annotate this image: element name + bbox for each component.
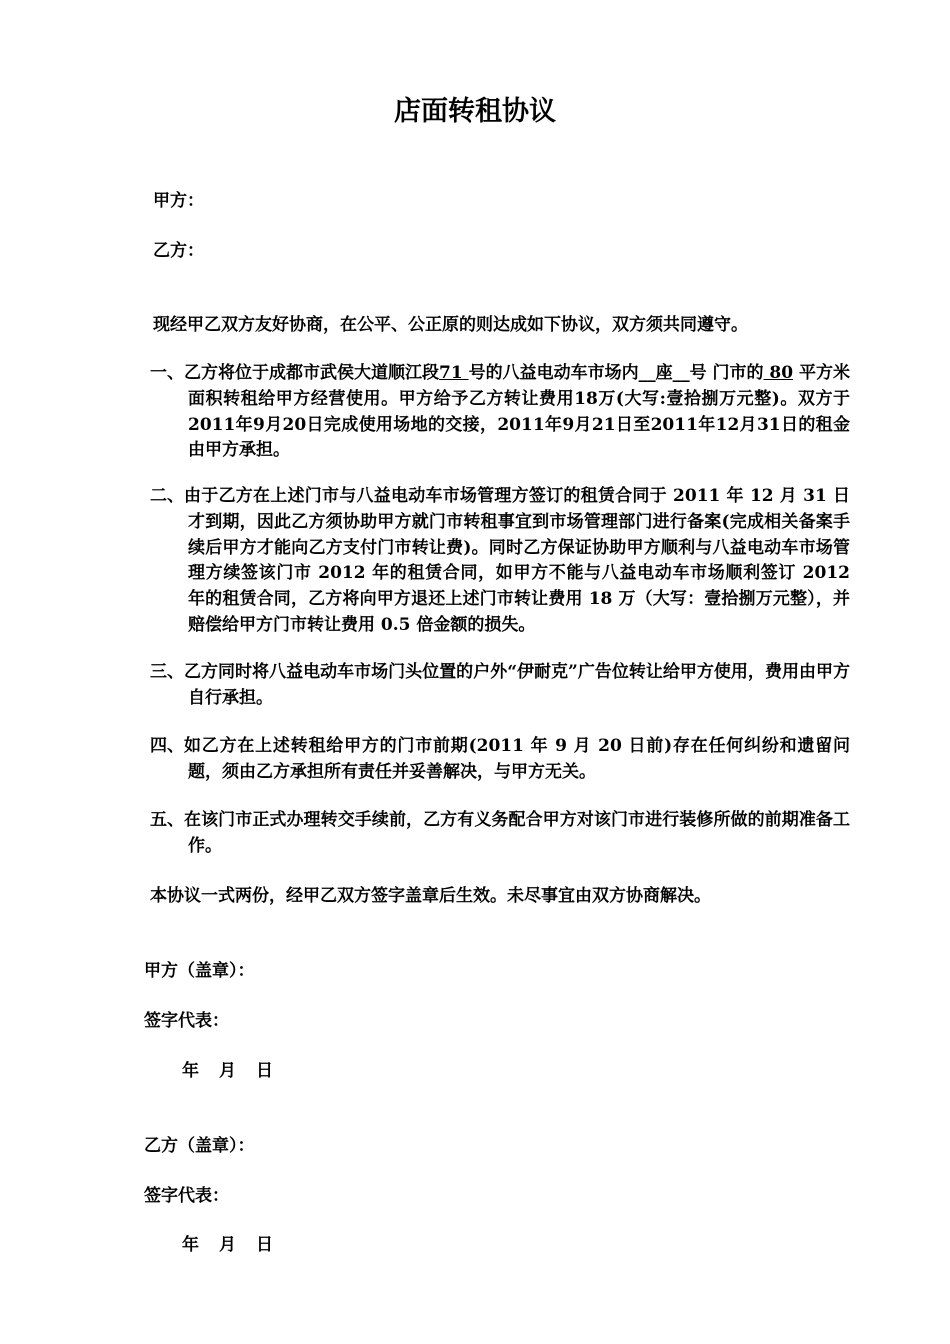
party-b-seal-label: 乙方（盖章）： xyxy=(144,1136,255,1156)
party-b-date-month: 月 xyxy=(219,1235,236,1255)
party-a-date xyxy=(182,1058,293,1084)
area-value: 80 xyxy=(763,363,794,383)
party-b-date-day: 日 xyxy=(256,1235,273,1255)
clause-3 xyxy=(150,660,850,712)
party-b-label: 乙方： xyxy=(153,241,204,261)
street-number: 71 xyxy=(439,363,469,383)
clause-4 xyxy=(150,734,850,786)
clause-1-number: 一、 xyxy=(150,363,184,383)
clause-3-text: 乙方同时将八益电动车市场门头位置的户外“伊耐克”广告位转让给甲方使用，费用由甲方自行承担。 xyxy=(184,662,850,708)
party-a-date-day: 日 xyxy=(256,1061,273,1081)
party-b-rep-label: 签字代表： xyxy=(144,1186,229,1206)
party-b-date-year: 年 xyxy=(182,1235,199,1255)
clause-5 xyxy=(150,808,850,860)
party-b-date xyxy=(182,1232,293,1258)
party-a-label: 甲方： xyxy=(153,191,204,211)
clause-5-text: 在该门市正式办理转交手续前，乙方有义务配合甲方对该门市进行装修所做的前期准备工作。 xyxy=(184,810,850,856)
clause-4-text: 如乙方在上述转租给甲方的门市前期(2011 年 9 月 20 日前)存在任何纠纷和遗留问题，须由乙方承担所有责任并妥善解决，与甲方无关。 xyxy=(184,736,850,782)
building-blank: __座__ xyxy=(638,363,690,383)
clause-4-number: 四、 xyxy=(150,736,184,756)
clause-2-number: 二、 xyxy=(150,486,184,506)
clause-2 xyxy=(150,484,850,639)
clause-2-text: 由于乙方在上述门市与八益电动车市场管理方签订的租赁合同于 2011 年 12 月 31 日才到期，因此乙方须协助甲方就门市转租事宜到市场管理部门进行备案(完成相关备案手续后甲方才能向乙方支付门市转让费)。同时乙方保证协助甲方顺利与八益电动车市场管理方续签该门市 2012 年的租赁合同，如甲方不能与八益电动车市场顺利签订 2012 年的租赁合同，乙方将向甲方退还上述门市转让费用 18 万（大写：壹拾捌万元整），并赔偿给甲方门市转让费用 0.5 倍金额的损失。 xyxy=(184,486,850,635)
clause-1 xyxy=(150,361,850,464)
party-a-date-month: 月 xyxy=(219,1061,236,1081)
document-title: 店面转租协议 xyxy=(394,96,556,127)
clause-5-number: 五、 xyxy=(150,810,184,830)
closing-paragraph: 本协议一式两份，经甲乙双方签字盖章后生效。未尽事宜由双方协商解决。 xyxy=(150,886,711,906)
party-a-date-year: 年 xyxy=(182,1061,199,1081)
party-a-rep-label: 签字代表： xyxy=(144,1011,229,1031)
clause-1-text: 乙方将位于成都市武侯大道顺江段71 号的八益电动车市场内__座__号 门市的 80 平方米面积转租给甲方经营使用。甲方给予乙方转让费用18万(大写:壹拾捌万元整)。双方于2011年9月20日完成使用场地的交接，2011年9月21日至2011年12月31日的租金由甲方承担。 xyxy=(184,363,851,461)
party-a-seal-label: 甲方（盖章）： xyxy=(144,961,255,981)
clause-3-number: 三、 xyxy=(150,662,184,682)
intro-paragraph: 现经甲乙双方友好协商，在公平、公正原的则达成如下协议，双方须共同遵守。 xyxy=(153,315,748,335)
